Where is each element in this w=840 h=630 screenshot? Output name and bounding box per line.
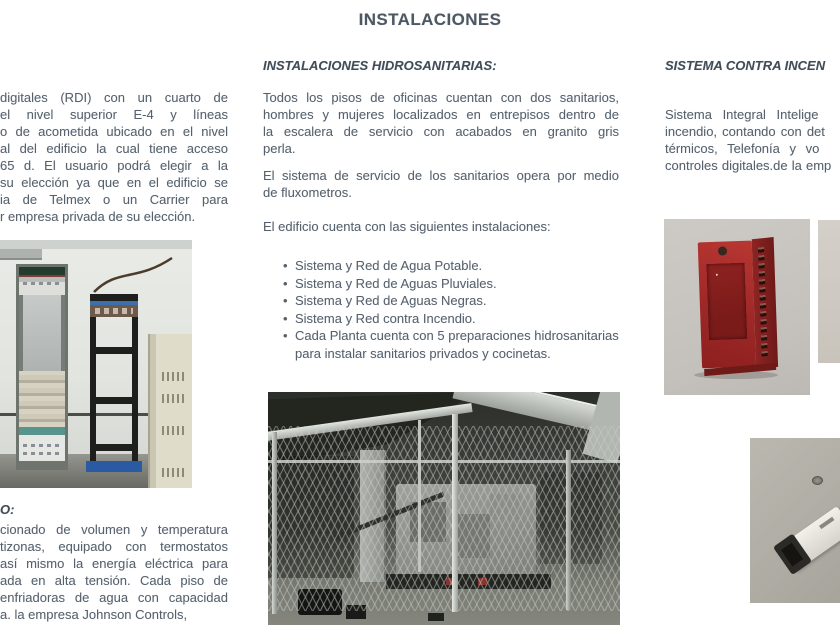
fence-post — [566, 450, 571, 610]
fence-post — [272, 432, 277, 614]
list-item — [263, 257, 619, 275]
text-line: o de acometida ubicado en el nivel — [0, 124, 228, 139]
glint — [716, 274, 718, 276]
text-line: térmicos, Telefonía y vo — [665, 141, 820, 156]
text-line: perla. — [263, 141, 296, 156]
cabinet-side — [752, 237, 778, 369]
list-item — [263, 275, 619, 293]
text-line: Sistema Integral Intelige — [665, 107, 819, 122]
text-line: cionado de volumen y temperatura — [0, 522, 228, 537]
fire-system-heading: SISTEMA CONTRA INCEN — [665, 58, 826, 73]
installations-intro — [263, 218, 619, 235]
security-camera — [778, 506, 840, 572]
air-conditioning-heading: O: — [0, 502, 15, 517]
fire-hose-cabinet — [698, 238, 781, 377]
thin-pipe — [418, 420, 421, 572]
list-item-text: Sistema y Red de Aguas Negras. — [295, 293, 487, 308]
telecom-rack-left — [16, 264, 68, 470]
text-line: ada en alta tensión. Cada piso de — [0, 573, 228, 588]
text-line: el nivel superior E-4 y líneas — [0, 107, 228, 122]
fire-system-paragraph — [665, 106, 831, 174]
hinge-strip — [758, 244, 768, 357]
camera-lens — [773, 533, 812, 575]
ceiling — [0, 240, 192, 249]
beige-cabinet — [148, 334, 192, 488]
bullet-icon: • — [283, 258, 288, 273]
text-line: digitales (RDI) con un cuarto de — [0, 90, 228, 105]
text-line: incendio, contando con det — [665, 124, 825, 139]
bullet-icon: • — [283, 310, 288, 326]
text-line: su elección ya que en el edificio se — [0, 175, 228, 190]
list-item-text: Sistema y Red contra Incendio. — [295, 310, 476, 326]
hydrosanitary-heading: INSTALACIONES HIDROSANITARIAS: — [263, 58, 497, 73]
installations-list — [263, 257, 619, 362]
hydrosanitary-paragraph-2 — [263, 167, 619, 201]
hydrosanitary-paragraph-1 — [263, 89, 619, 157]
text-line: a. la empresa Johnson Controls, — [0, 607, 188, 622]
camera-label — [819, 517, 834, 529]
camera-photo — [750, 438, 840, 603]
list-item-text: Sistema y Red de Agua Potable. — [295, 258, 483, 273]
text-line: así mismo la energía eléctrica para — [0, 556, 228, 571]
text-line: r empresa privada de su elección. — [0, 209, 196, 224]
list-item-text: Sistema y Red de Aguas Pluviales. — [295, 275, 497, 291]
bullet-icon: • — [283, 328, 288, 343]
text-line: Todos los pisos de oficinas cuentan con dos sanitarios, — [263, 90, 619, 105]
floor-object — [428, 613, 444, 621]
fire-cabinet-photo — [664, 219, 810, 395]
text-line: controles digitales.de la emp — [665, 158, 832, 173]
list-item — [263, 292, 619, 310]
open-rack-frame — [90, 294, 138, 472]
left-column-paragraph-2 — [0, 521, 228, 623]
cabinet-window — [706, 263, 747, 340]
list-item — [263, 327, 619, 362]
equipment-room-photo — [0, 240, 192, 488]
text-line: El edificio cuenta con las siguientes instalaciones: — [263, 219, 551, 234]
list-item — [263, 310, 619, 328]
ceiling-beam — [0, 249, 42, 260]
wall-screw — [812, 476, 823, 485]
text-line: ia de Telmex o un Carrier para — [0, 192, 228, 207]
partial-photo-right-edge — [818, 220, 840, 363]
text-line: enfriadoras de agua con capacidad — [0, 590, 228, 605]
text-line: al del edificio la cual tiene acceso — [0, 141, 228, 156]
list-item-text: Cada Planta cuenta con 5 preparaciones hidrosanitarias para instalar sanitarios privados y cocinetas. — [295, 328, 619, 361]
bullet-icon: • — [283, 293, 288, 308]
wall-cable — [88, 250, 180, 296]
text-line: de fluxometros. — [263, 185, 352, 200]
text-line: 65 d. El usuario podrá elegir a la — [0, 158, 228, 173]
page-title: INSTALACIONES — [358, 10, 502, 29]
left-column-paragraph — [0, 89, 228, 225]
bullet-icon: • — [283, 275, 288, 291]
text-line: hombres y mujeres localizados en entrepisos dentro de — [263, 107, 619, 122]
fence-post — [452, 414, 458, 612]
text-line: El sistema de servicio de los sanitarios opera por medio — [263, 168, 619, 183]
text-line: tizonas, equipado con termostatos — [0, 539, 228, 554]
generator-cage-photo — [268, 392, 620, 625]
text-line: la escalera de servicio con acabados en granito gris — [263, 124, 619, 139]
